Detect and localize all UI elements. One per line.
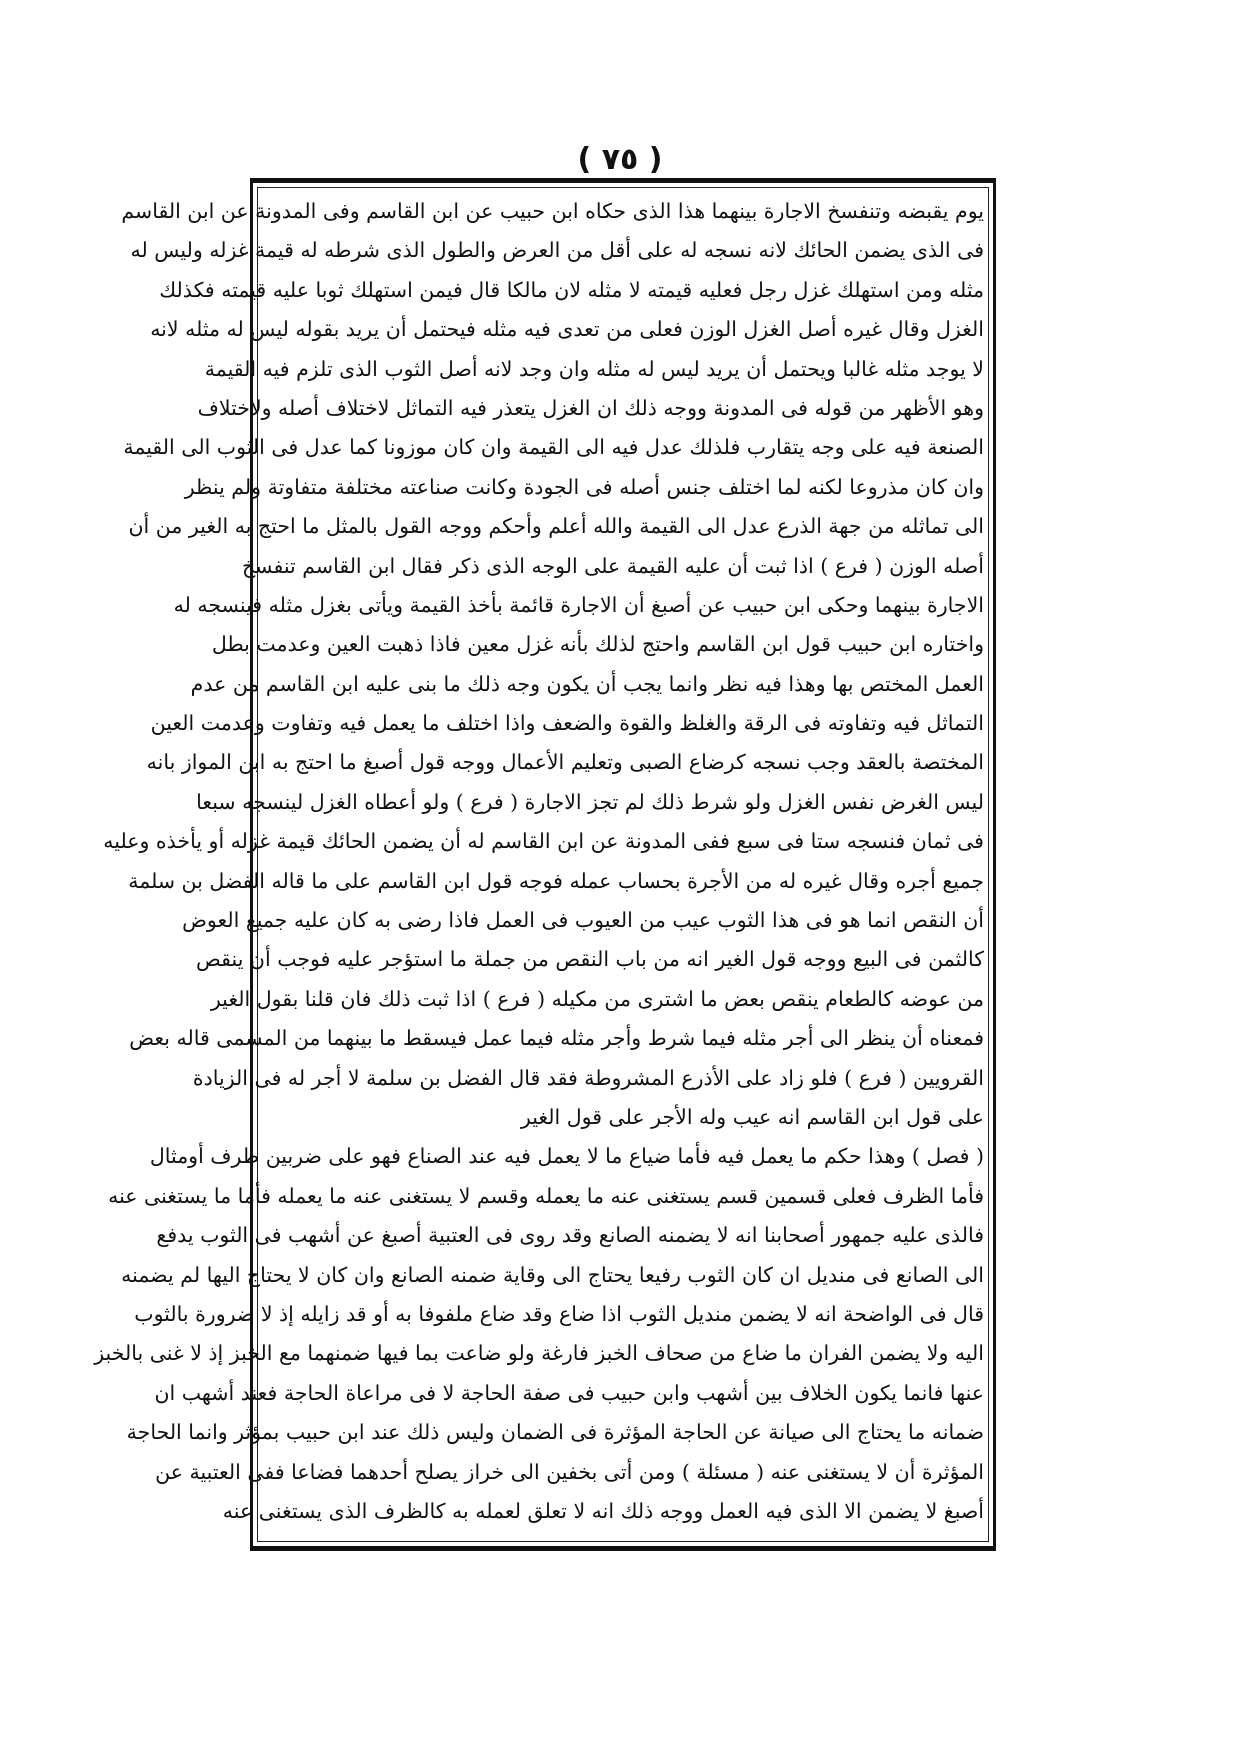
body-text bbox=[94, 192, 984, 1531]
text-line: الصنعة فيه على وجه يتقارب فلذلك عدل فيه الى القيمة وان كان موزونا كما عدل فى الثوب الى القيمة bbox=[123, 435, 984, 460]
text-line: المؤثرة أن لا يستغنى عنه ( مسئلة ) ومن أتى بخفين الى خراز يصلح أحدهما فضاعا ففى العتبية عن bbox=[155, 1459, 984, 1484]
text-line: ليس الغرض نفس الغزل ولو شرط ذلك لم تجز الاجارة ( فرع ) ولو أعطاه الغزل لينسجه سبعا bbox=[196, 789, 984, 814]
text-line: أن النقص انما هو فى هذا الثوب عيب من العيوب فى العمل فاذا رضى به كان عليه جميع العوض bbox=[182, 908, 984, 933]
text-line: القرويين ( فرع ) فلو زاد على الأذرع المشروطة فقد قال الفضل بن سلمة لا أجر له فى الزيادة bbox=[192, 1065, 984, 1090]
text-line: يوم يقبضه وتنفسخ الاجارة بينهما هذا الذى حكاه ابن حبيب عن ابن القاسم وفى المدونة عن ابن القاسم bbox=[121, 199, 984, 223]
text-line: لا يوجد مثله غالبا ويحتمل أن يريد ليس له مثله وان وجد لانه أصل الثوب الذى تلزم فيه القيمة bbox=[204, 356, 984, 381]
text-line: الى الصانع فى منديل ان كان الثوب رفيعا يحتاج الى وقاية ضمنه الصانع وان كان لا يحتاج اليها لم يضمنه bbox=[121, 1262, 984, 1287]
text-line: التماثل فيه وتفاوته فى الرقة والغلظ والقوة والضعف واذا اختلف ما يعمل فيه وتفاوت وعدمت العين bbox=[150, 711, 984, 736]
text-line: جميع أجره وقال غيره له من الأجرة بحساب عمله فوجه قول ابن القاسم على ما قاله الفضل بن سلمة bbox=[128, 868, 984, 893]
text-line: الاجارة بينهما وحكى ابن حبيب عن أصبغ أن الاجارة قائمة بأخذ القيمة ويأتى بغزل مثله فينسجه له bbox=[173, 592, 984, 617]
text-line: الى تماثله من جهة الذرع عدل الى القيمة والله أعلم وأحكم ووجه القول بالمثل ما احتج به الغير من أن bbox=[128, 514, 984, 539]
text-line: ضمانه ما يحتاج الى صيانة عن الحاجة المؤثرة فى الضمان وليس ذلك عند ابن حبيب بمؤثر وانما الحاجة bbox=[126, 1420, 984, 1445]
text-line: عنها فانما يكون الخلاف بين أشهب وابن حبيب فى صفة الحاجة لا فى مراعاة الحاجة فعند أشهب ان bbox=[154, 1380, 984, 1405]
text-line: من عوضه كالطعام ينقص بعض ما اشترى من مكيله ( فرع ) اذا ثبت ذلك فان قلنا بقول الغير bbox=[210, 986, 984, 1011]
text-line: المختصة بالعقد وجب نسجه كرضاع الصبى وتعليم الأعمال ووجه قول أصبغ ما احتج به ابن المواز بانه bbox=[146, 750, 984, 775]
text-line: ( فصل ) وهذا حكم ما يعمل فيه فأما ضياع ما لا يعمل فيه عند الصناع فهو على ضربين ظرف أومثال bbox=[149, 1144, 984, 1169]
page-number: ( ٧٥ ) bbox=[577, 142, 663, 177]
text-line: كالثمن فى البيع ووجه قول الغير انه من باب النقص من جملة ما استؤجر عليه فوجب أن ينقص bbox=[196, 947, 984, 972]
text-line: فمعناه أن ينظر الى أجر مثله فيما شرط وأجر مثله فيما عمل فيسقط ما بينهما من المسمى قاله بعض bbox=[129, 1026, 984, 1051]
text-line: مثله ومن استهلك غزل رجل فعليه قيمته لا مثله لان مالكا قال فيمن استهلك ثوبا عليه قيمته فكذلك bbox=[159, 277, 984, 302]
text-line: اليه ولا يضمن الفران ما ضاع من صحاف الخبز فارغة ولو ضاعت بما فيها ضمنهما مع الخبز إذ لا غنى بالخبز bbox=[94, 1341, 984, 1366]
text-line: أصبغ لا يضمن الا الذى فيه العمل ووجه ذلك انه لا تعلق لعمله به كالظرف الذى يستغنى عنه bbox=[222, 1498, 984, 1523]
text-line: فالذى عليه جمهور أصحابنا انه لا يضمنه الصانع وقد روى فى العتبية أصبغ عن أشهب فى الثوب يدفع bbox=[156, 1223, 984, 1248]
text-line: وهو الأظهر من قوله فى المدونة ووجه ذلك ان الغزل يتعذر فيه التماثل لاختلاف أصله ولاختلاف bbox=[197, 395, 984, 420]
text-line: الغزل وقال غيره أصل الغزل الوزن فعلى من تعدى فيه مثله فيحتمل أن يريد بقوله ليس له مثله لانه bbox=[150, 317, 984, 342]
text-line: فأما الظرف فعلى قسمين قسم يستغنى عنه ما يعمله وقسم لا يستغنى عنه ما يعمله فأما ما يستغنى عنه bbox=[108, 1183, 984, 1208]
text-line: وان كان مذروعا لكنه لما اختلف جنس أصله فى الجودة وكانت صناعته مختلفة متفاوتة ولم ينظر bbox=[184, 474, 984, 499]
text-line: واختاره ابن حبيب قول ابن القاسم واحتج لذلك بأنه غزل معين فاذا ذهبت العين وعدمت بطل bbox=[211, 632, 984, 657]
text-line: فى الذى يضمن الحائك لانه نسجه له على أقل من العرض والطول الذى شرطه له قيمة غزله وليس له bbox=[130, 238, 984, 263]
text-line: قال فى الواضحة انه لا يضمن منديل الثوب اذا ضاع وقد ضاع ملفوفا به أو قد زايله إذ لا ضرورة بالثوب bbox=[134, 1301, 984, 1326]
text-line: العمل المختص بها وهذا فيه نظر وانما يجب أن يكون وجه ذلك ما بنى عليه ابن القاسم من عدم bbox=[190, 671, 984, 696]
text-line: أصله الوزن ( فرع ) اذا ثبت أن عليه القيمة على الوجه الذى ذكر فقال ابن القاسم تنفسخ bbox=[241, 553, 984, 578]
text-line: فى ثمان فنسجه ستا فى سبع ففى المدونة عن ابن القاسم له أن يضمن الحائك قيمة غزله أو يأخذه وعليه bbox=[103, 829, 984, 854]
text-line: على قول ابن القاسم انه عيب وله الأجر على قول الغير bbox=[520, 1104, 984, 1129]
